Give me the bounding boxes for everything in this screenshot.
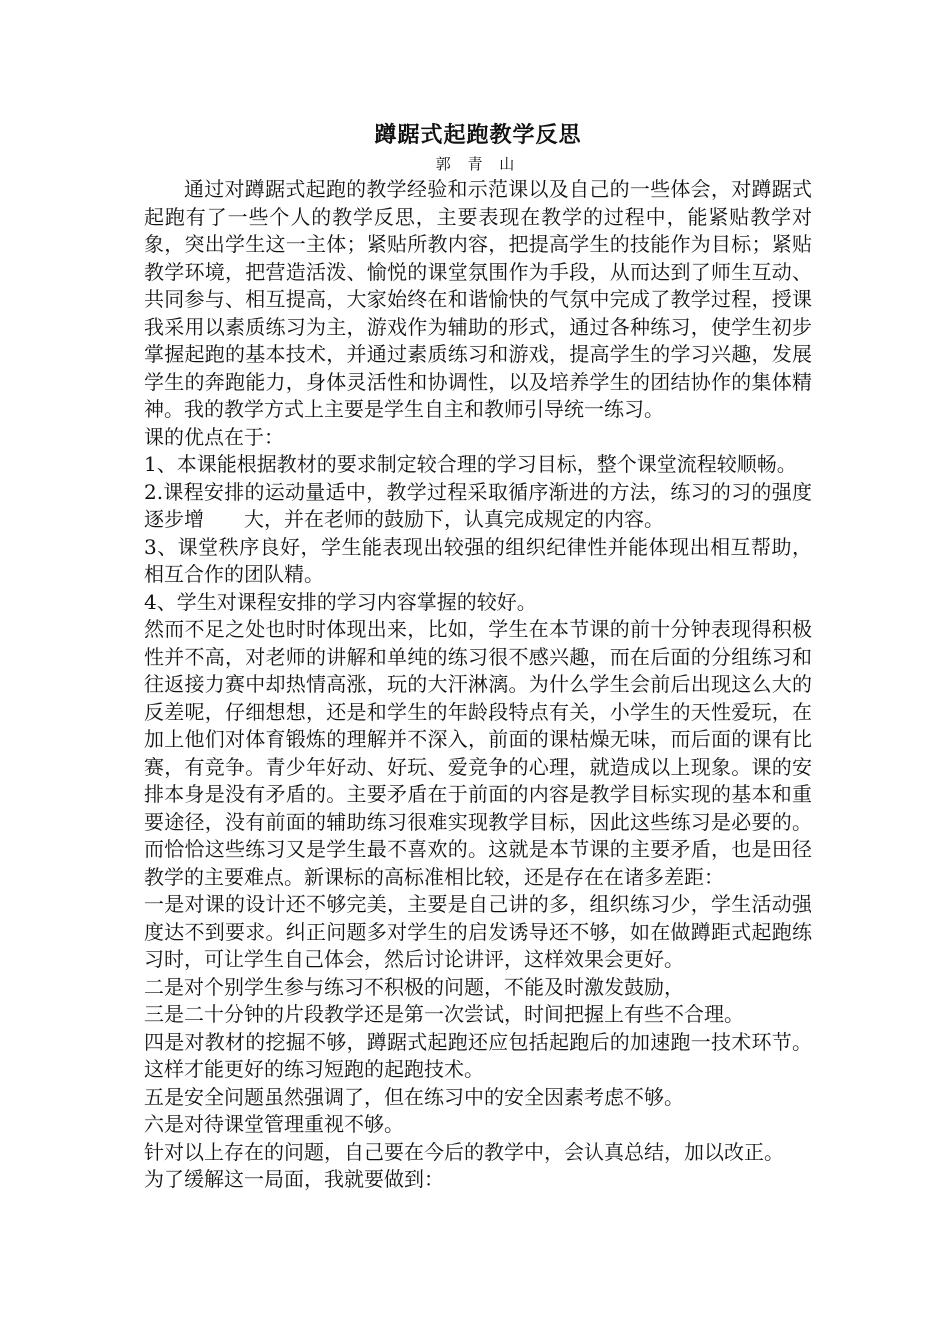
paragraph-issue-2: 二是对个别学生参与练习不积极的问题，不能及时激发鼓励， — [144, 974, 684, 999]
document-author: 郭 青 山 — [435, 155, 521, 173]
paragraph-issue-3: 三是二十分钟的片段教学还是第一次尝试，时间把握上有些不合理。 — [144, 1002, 744, 1026]
paragraph-issue-6: 六是对待课堂管理重视不够。 — [144, 1112, 404, 1136]
document-title: 蹲踞式起跑教学反思 — [374, 122, 582, 148]
paragraph-advantage-3: 3、课堂秩序良好，学生能表现出较强的组织纪律性并能体现出相互帮助，相互合作的团队精。 — [144, 534, 812, 586]
paragraph-advantage-4: 4、学生对课程安排的学习内容掌握的较好。 — [144, 589, 537, 614]
paragraph-intro: 通过对蹲踞式起跑的教学经验和示范课以及自己的一些体会，对蹲踞式起跑有了一些个人的教学反思，主要表现在教学的过程中，能紧贴教学对象，突出学生这一主体；紧贴所教内容，把提高学生的技能作为目标；紧贴教学环境，把营造活泼、愉悦的课堂氛围作为手段，从而达到了师生互动、共同参与、相互提高，大家始终在和谐愉快的气氛中完成了教学过程，授课我采用以素质练习为主，游戏作为辅助的形式，通过各种练习，使学生初步掌握起跑的基本技术，并通过素质练习和游戏，提高学生的学习兴趣，发展学生的奔跑能力，身体灵活性和协调性，以及培养学生的团结协作的集体精神。我的教学方式上主要是学生自主和教师引导统一练习。 — [144, 177, 812, 421]
paragraph-shortcomings: 然而不足之处也时时体现出来，比如，学生在本节课的前十分钟表现得积极性并不高，对老师的讲解和单纯的练习很不感兴趣，而在后面的分组练习和往返接力赛中却热情高涨，玩的大汗淋漓。为什么学生会前后出现这么大的反差呢，仔细想想，还是和学生的年龄段特点有关，小学生的天性爱玩，在加上他们对体育锻炼的理解并不深入，前面的课枯燥无味，而后面的课有比赛，有竞争。青少年好动、好玩、爱竞争的心理，就造成以上现象。课的安排本身是没有矛盾的。主要矛盾在于前面的内容是教学目标实现的基本和重要途径，没有前面的辅助练习很难实现教学目标，因此这些练习是必要的。而恰恰这些练习又是学生最不喜欢的。这就是本节课的主要矛盾，也是田径教学的主要难点。新课标的高标准相比较，还是存在在诸多差距： — [144, 617, 812, 889]
paragraph-issue-4: 四是对教材的挖掘不够，蹲踞式起跑还应包括起跑后的加速跑一技术环节。这样才能更好的练习短跑的起跑技术。 — [144, 1029, 812, 1081]
paragraph-advantage-1: 1、本课能根据教材的要求制定较合理的学习目标，整个课堂流程较顺畅。 — [144, 452, 797, 476]
paragraph-closing: 为了缓解这一局面，我就要做到： — [144, 1167, 444, 1191]
paragraph-improvement: 针对以上存在的问题，自己要在今后的教学中，会认真总结，加以改正。 — [144, 1139, 784, 1164]
paragraph-advantage-2: 2.课程安排的运动量适中，教学过程采取循序渐进的方法，练习的习的强度逐步增 大，并在老师的鼓励下，认真完成规定的内容。 — [144, 479, 812, 531]
paragraph-advantages-heading: 课的优点在于： — [144, 424, 284, 449]
paragraph-issue-1: 一是对课的设计还不够完美，主要是自己讲的多，组织练习少，学生活动强度达不到要求。纠正问题多对学生的启发诱导还不够，如在做蹲距式起跑练习时，可让学生自己体会，然后讨论讲评，这样效果会更好。 — [144, 892, 812, 971]
paragraph-issue-5: 五是安全问题虽然强调了，但在练习中的安全因素考虑不够。 — [144, 1084, 684, 1109]
document-body — [144, 176, 812, 1194]
document-page — [144, 118, 812, 1194]
